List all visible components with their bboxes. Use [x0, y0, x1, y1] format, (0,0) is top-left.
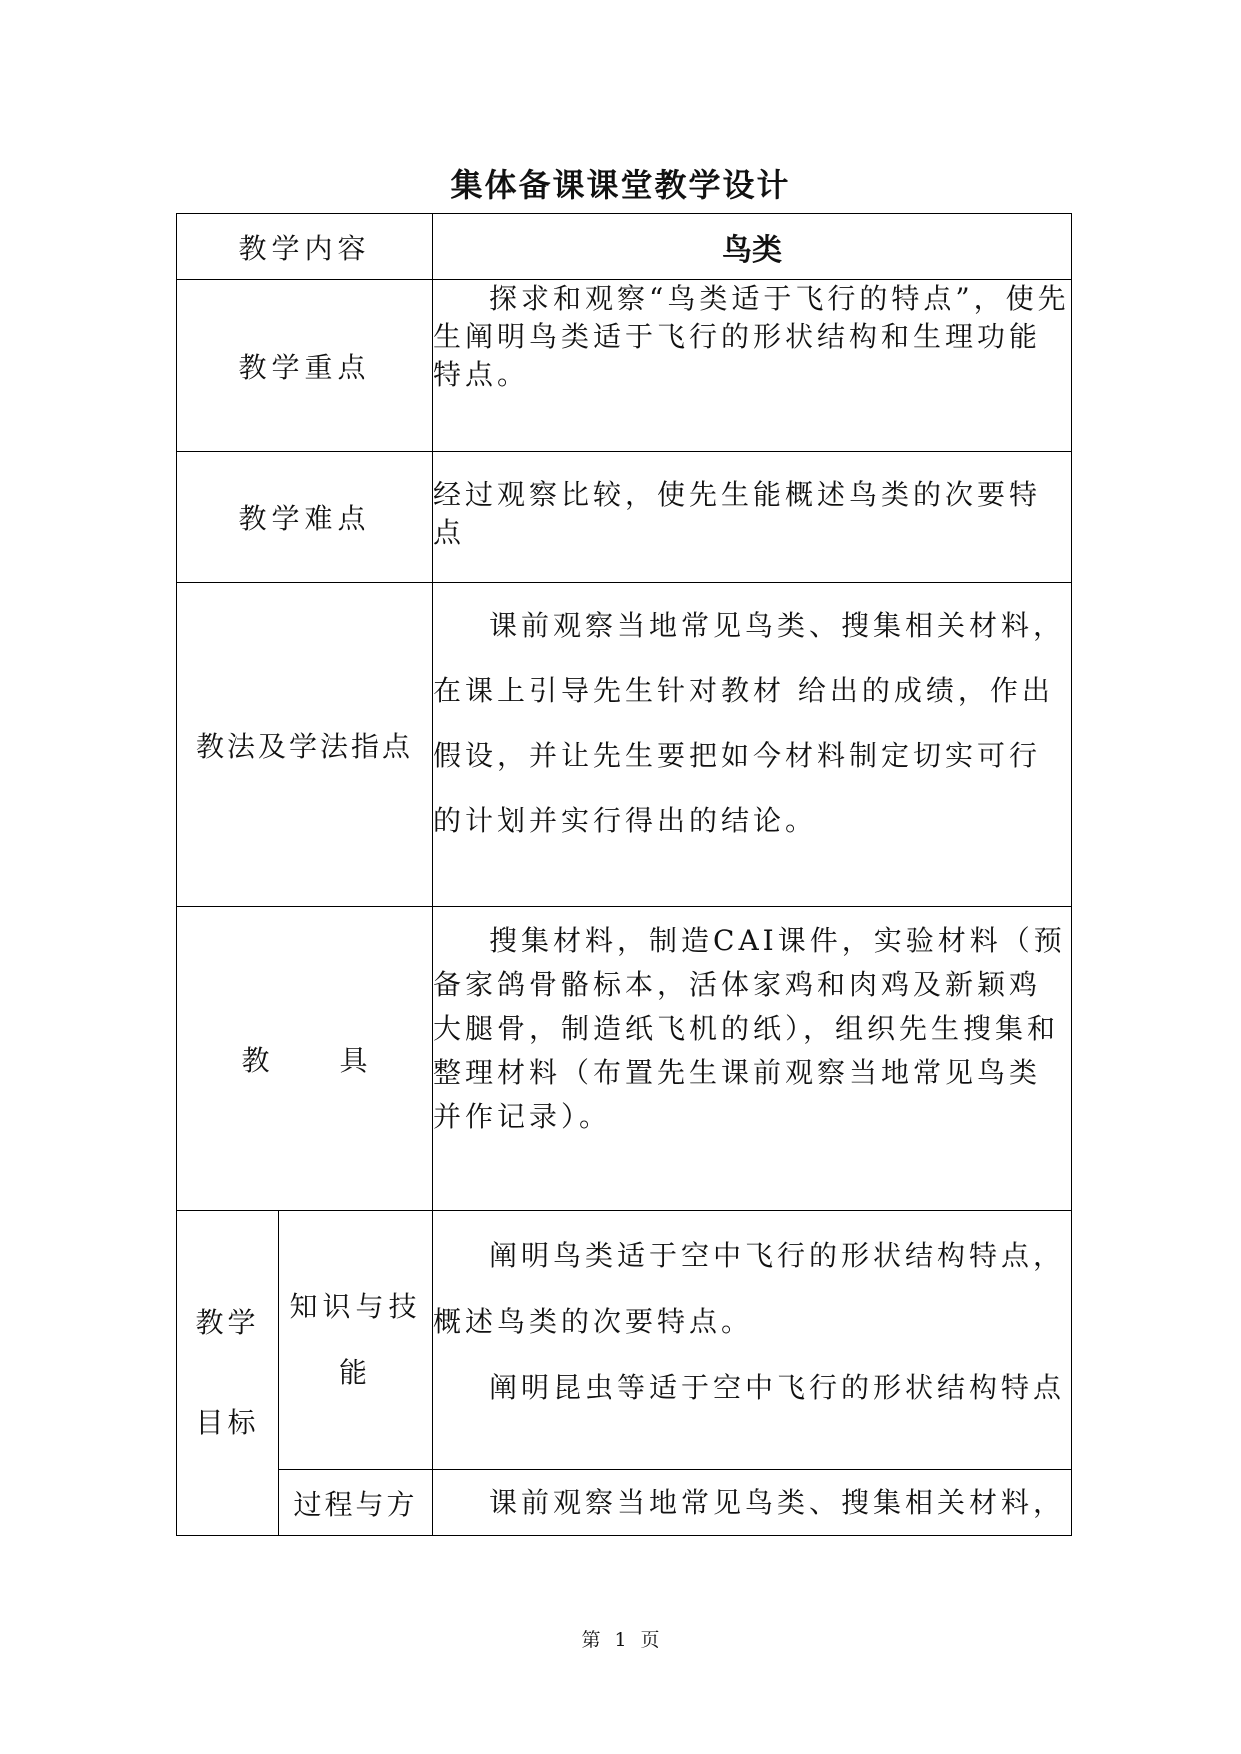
row-methods — [177, 583, 1072, 907]
knowledge-label-a: 知识与技 — [289, 1290, 422, 1323]
key-points-cell — [433, 280, 1072, 452]
key-points-label: 教学重点 — [177, 280, 433, 452]
knowledge-cell — [433, 1211, 1072, 1470]
methods-label: 教法及学法指点 — [177, 583, 433, 907]
goals-label-a: 教学 — [195, 1306, 260, 1339]
row-goals-process — [177, 1470, 1072, 1536]
content-value: 鸟类 — [433, 214, 1072, 280]
footer-prefix: 第 — [581, 1629, 601, 1651]
tools-label — [177, 907, 433, 1211]
methods-cell — [433, 583, 1072, 907]
lesson-plan-table — [176, 213, 1072, 1536]
page-footer — [0, 1625, 1241, 1652]
difficulties-text: 经过观察比较，使先生能概述鸟类的次要特点 — [433, 478, 1042, 549]
tools-text: 搜集材料，制造CAI课件，实验材料（预备家鸽骨骼标本，活体家鸡和肉鸡及新颖鸡大腿骨，制造纸飞机的纸），组织先生搜集和整理材料（布置先生课前观察当地常见鸟类并作记录）。 — [433, 924, 1066, 1133]
goals-label — [177, 1211, 279, 1536]
row-difficulties — [177, 452, 1072, 583]
difficulties-cell — [433, 452, 1072, 583]
tools-label-a: 教 — [241, 1043, 270, 1077]
footer-suffix: 页 — [640, 1629, 660, 1651]
row-content — [177, 214, 1072, 280]
process-label: 过程与方 — [279, 1470, 433, 1536]
knowledge-text-2: 阐明昆虫等适于空中飞行的形状结构特点 — [489, 1371, 1066, 1404]
key-points-text: 探求和观察“鸟类适于飞行的特点”，使先生阐明鸟类适于飞行的形状结构和生理功能特点。 — [433, 282, 1070, 391]
content-label: 教学内容 — [177, 214, 433, 280]
process-cell — [433, 1470, 1072, 1536]
knowledge-label — [279, 1211, 433, 1470]
knowledge-label-b: 能 — [339, 1356, 373, 1389]
goals-label-b: 目标 — [195, 1406, 260, 1439]
document-title: 集体备课课堂教学设计 — [450, 166, 791, 204]
knowledge-text-1: 阐明鸟类适于空中飞行的形状结构特点，概述鸟类的次要特点。 — [433, 1239, 1066, 1338]
difficulties-label: 教学难点 — [177, 452, 433, 583]
tools-label-b: 具 — [339, 1043, 368, 1077]
process-text: 课前观察当地常见鸟类、搜集相关材料， — [489, 1485, 1066, 1519]
tools-cell — [433, 907, 1072, 1211]
page-number: 1 — [614, 1629, 627, 1651]
row-goals-knowledge — [177, 1211, 1072, 1470]
row-tools — [177, 907, 1072, 1211]
row-key-points — [177, 280, 1072, 452]
methods-text: 课前观察当地常见鸟类、搜集相关材料，在课上引导先生针对教材 给出的成绩，作出假设，并让先生要把如今材料制定切实可行的计划并实行得出的结论。 — [433, 609, 1066, 837]
